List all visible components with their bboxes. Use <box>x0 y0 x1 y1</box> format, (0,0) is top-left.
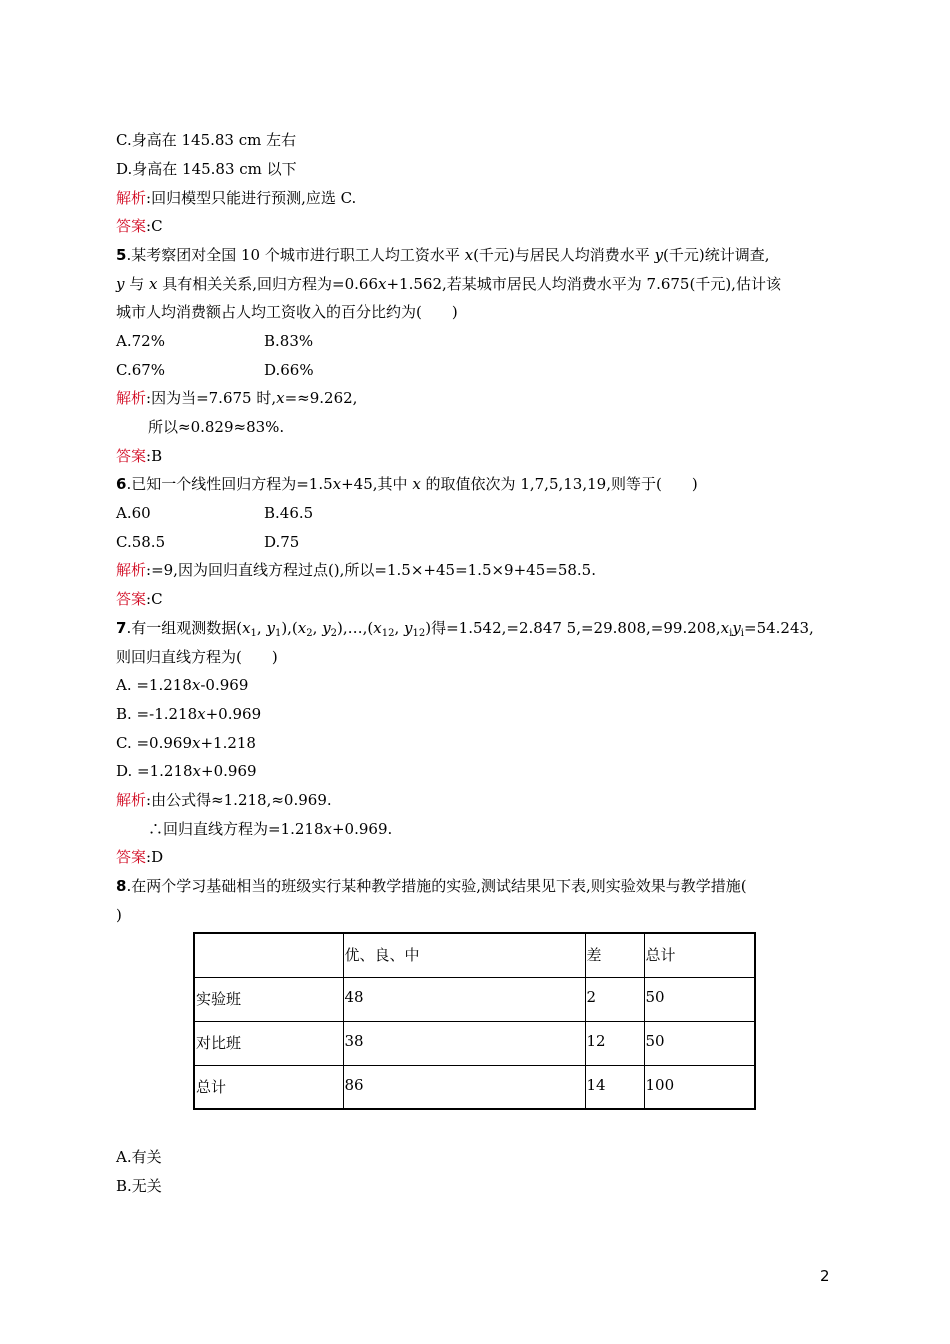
question-5-number: 5 <box>116 246 127 264</box>
question-5-text-b: (千元)与居民人均消费水平 <box>473 246 655 264</box>
answer-text: :B <box>146 447 163 465</box>
table-cell: 实验班 <box>194 977 343 1021</box>
subscript: 2 <box>306 628 313 639</box>
table-row <box>194 977 755 1021</box>
subscript: 12 <box>381 628 395 639</box>
question-7-analysis-2 <box>148 819 392 839</box>
option-c: C.67% <box>116 361 166 379</box>
question-5-text: 具有相关关系,回归方程为=0.66 <box>157 275 379 293</box>
question-5-line-2 <box>116 274 781 294</box>
q7-text: .有一组观测数据( <box>126 619 243 637</box>
table-header-cell: 优、良、中 <box>343 933 585 977</box>
question-8-option-b: B.无关 <box>116 1177 162 1195</box>
question-7-option-d <box>116 761 257 781</box>
option-text: A. =1.218 <box>116 676 192 694</box>
table-cell: 14 <box>585 1065 644 1109</box>
var-y: y <box>322 619 331 637</box>
subscript: i <box>729 628 733 639</box>
var-x: x <box>192 762 202 780</box>
subscript: 1 <box>274 628 282 639</box>
question-5-text-c: (千元)统计调查, <box>663 246 770 264</box>
table-cell: 86 <box>343 1065 585 1109</box>
question-6-text: 的取值依次为 1,7,5,13,19,则等于( ) <box>420 475 698 493</box>
table-cell: 100 <box>644 1065 755 1109</box>
var-x: x <box>373 619 382 637</box>
table-header-cell: 总计 <box>644 933 755 977</box>
question-7-option-b <box>116 704 261 724</box>
option-d: D.66% <box>264 361 314 379</box>
question-5-text-a: .某考察团对全国 10 个城市进行职工人均工资水平 <box>126 246 465 264</box>
option-c-prev: C.身高在 145.83 cm 左右 <box>116 131 297 149</box>
option-text: C. =0.969 <box>116 734 192 752</box>
var-x: x <box>192 734 201 752</box>
analysis-text: :因为当=7.675 时, <box>146 389 277 407</box>
question-6-analysis <box>116 560 596 580</box>
option-c: C.58.5 <box>116 533 166 551</box>
question-8-line-2: ) <box>116 906 122 924</box>
question-8-option-a: A.有关 <box>116 1148 162 1166</box>
subscript: 2 <box>330 628 338 639</box>
table-cell: 50 <box>644 1021 755 1065</box>
var-x: x <box>197 705 206 723</box>
analysis-text: :由公式得≈1.218,≈0.969. <box>146 791 332 809</box>
option-a: A.60 <box>116 504 151 522</box>
page-number: 2 <box>820 1267 830 1285</box>
question-5-text: +1.562,若某城市居民人均消费水平为 7.675(千元),估计该 <box>386 275 781 293</box>
var-x: x <box>378 275 387 293</box>
question-6-answer <box>116 589 163 609</box>
var-x: x <box>149 275 158 293</box>
table-header-row <box>194 933 755 977</box>
analysis-prev <box>116 188 356 208</box>
question-6-text: +45,其中 <box>341 475 413 493</box>
table-cell: 2 <box>585 977 644 1021</box>
option-b: B.83% <box>264 332 314 350</box>
subscript: 1 <box>250 628 257 639</box>
table-cell: 12 <box>585 1021 644 1065</box>
table-cell: 总计 <box>194 1065 343 1109</box>
table-row <box>194 1065 755 1109</box>
question-7-option-a <box>116 675 248 695</box>
question-8-line-1 <box>116 876 747 896</box>
analysis-label: 解析 <box>116 189 147 207</box>
question-7-analysis <box>116 790 332 810</box>
answer-label: 答案 <box>116 848 147 866</box>
question-6-options-ab <box>116 503 314 523</box>
analysis-label: 解析 <box>116 389 147 407</box>
option-text: +0.969 <box>205 705 262 723</box>
table-row <box>194 1021 755 1065</box>
var-x: x <box>276 389 285 407</box>
question-7-number: 7 <box>116 619 127 637</box>
table-header-cell <box>194 933 343 977</box>
question-6-number: 6 <box>116 475 127 493</box>
answer-label: 答案 <box>116 590 147 608</box>
table-cell: 对比班 <box>194 1021 343 1065</box>
answer-text: :C <box>146 590 163 608</box>
analysis-text: +0.969. <box>331 820 393 838</box>
analysis-text: =≈9.262, <box>284 389 358 407</box>
q7-text: )得=1.542,=2.847 5,=29.808,=99.208, <box>425 619 721 637</box>
analysis-text: ∴回归直线方程为=1.218 <box>148 820 324 838</box>
option-b: B.46.5 <box>264 504 314 522</box>
question-7-line-1 <box>116 618 814 638</box>
var-y: y <box>266 619 275 637</box>
analysis-label: 解析 <box>116 791 147 809</box>
var-y: y <box>404 619 413 637</box>
option-d: D.75 <box>264 533 300 551</box>
option-a: A.72% <box>116 332 165 350</box>
question-7-answer <box>116 847 163 867</box>
question-5-line-3: 城市人均消费额占人均工资收入的百分比约为( ) <box>116 303 458 321</box>
question-5-analysis <box>116 388 357 408</box>
question-5-text: 与 <box>124 275 150 293</box>
question-6-text: .已知一个线性回归方程为=1.5 <box>126 475 333 493</box>
question-7-line-2: 则回归直线方程为( ) <box>116 648 278 666</box>
var-y: y <box>654 246 664 264</box>
option-d-prev: D.身高在 145.83 cm 以下 <box>116 160 297 178</box>
question-5-answer <box>116 446 162 466</box>
option-text: -0.969 <box>200 676 249 694</box>
question-5-analysis-2: 所以≈0.829≈83%. <box>148 418 285 436</box>
analysis-label: 解析 <box>116 561 147 579</box>
var-x: x <box>412 475 421 493</box>
analysis-text: :回归模型只能进行预测,应选 C. <box>146 189 357 207</box>
results-table <box>193 932 756 1110</box>
q7-text: , <box>312 619 323 637</box>
question-6-line-1 <box>116 474 698 494</box>
var-x: x <box>323 820 332 838</box>
option-text: +1.218 <box>200 734 256 752</box>
question-6-options-cd <box>116 532 300 552</box>
question-5-options-cd <box>116 360 314 380</box>
var-y: y <box>732 619 741 637</box>
option-text: B. =-1.218 <box>116 705 198 723</box>
var-y: y <box>116 275 125 293</box>
option-text: +0.969 <box>201 762 257 780</box>
answer-label: 答案 <box>116 217 147 235</box>
question-5-options-ab <box>116 331 314 351</box>
question-5-line-1 <box>116 245 770 265</box>
var-x: x <box>720 619 730 637</box>
q7-text: ),( <box>281 619 298 637</box>
subscript: i <box>740 628 744 639</box>
table-cell: 50 <box>644 977 755 1021</box>
table-cell: 48 <box>343 977 585 1021</box>
answer-label: 答案 <box>116 447 147 465</box>
answer-prev <box>116 216 163 236</box>
var-x: x <box>191 676 201 694</box>
analysis-text: :=9,因为回归直线方程过点(),所以=1.5×+45=1.5×9+45=58.5. <box>146 561 596 579</box>
option-text: D. =1.218 <box>116 762 193 780</box>
var-x: x <box>464 246 474 264</box>
question-7-option-c <box>116 733 256 753</box>
question-8-text: .在两个学习基础相当的班级实行某种教学措施的实验,测试结果见下表,则实验效果与教学措施( <box>126 877 747 895</box>
var-x: x <box>332 475 342 493</box>
q7-text: , <box>256 619 267 637</box>
subscript: 12 <box>412 628 426 639</box>
table-cell: 38 <box>343 1021 585 1065</box>
q7-text: ),…,( <box>337 619 374 637</box>
table-header-cell: 差 <box>585 933 644 977</box>
q7-text: , <box>394 619 405 637</box>
answer-text: :D <box>146 848 164 866</box>
var-x: x <box>242 619 251 637</box>
q7-text: =54.243, <box>744 619 814 637</box>
question-8-number: 8 <box>116 877 127 895</box>
answer-text: :C <box>146 217 163 235</box>
var-x: x <box>297 619 307 637</box>
